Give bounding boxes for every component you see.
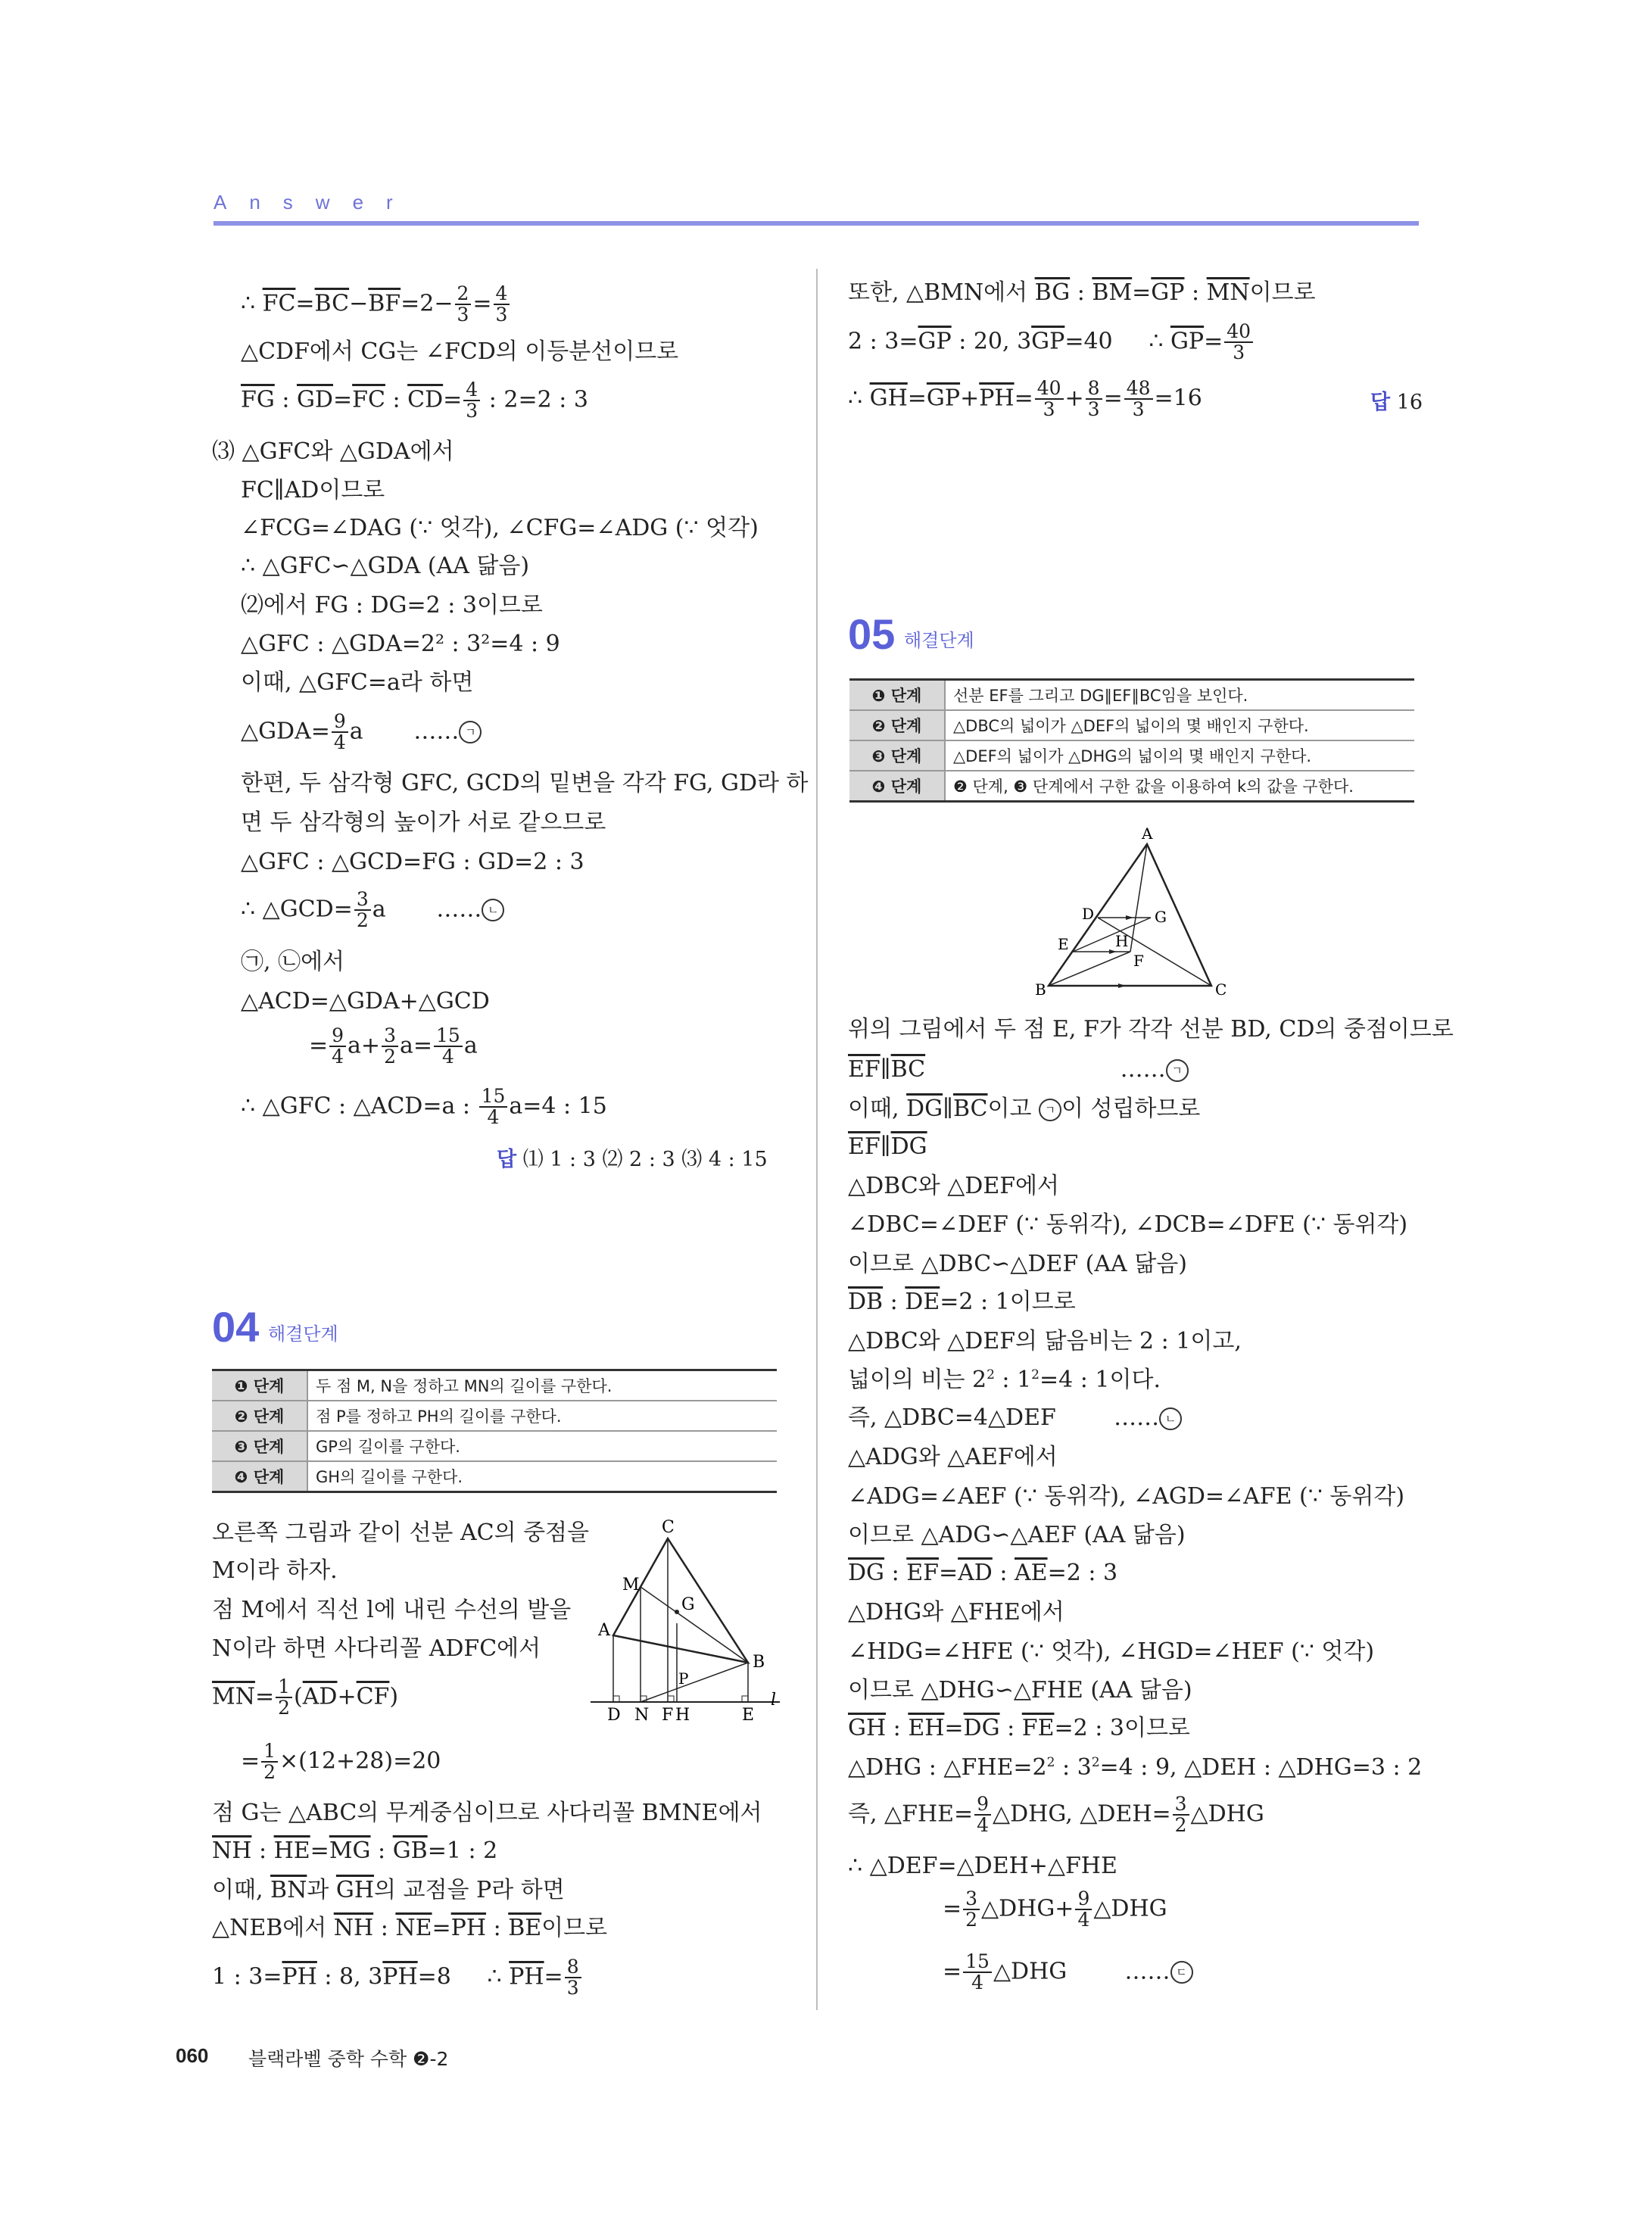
step-row xyxy=(849,771,1414,802)
text-p3-f: 이때, △GFC=a라 하면 xyxy=(241,669,474,696)
text-p3-j: △GFC : △GCD=FG : GD=2 : 3 xyxy=(241,849,584,875)
step-row xyxy=(212,1431,777,1461)
step-row xyxy=(212,1370,777,1401)
fig1-label-b: B xyxy=(753,1653,765,1672)
header-rule xyxy=(214,221,1419,226)
section-header-answer: Answer xyxy=(214,191,416,214)
fig1-label-m: M xyxy=(622,1576,640,1594)
step-label: ❹ 단계 xyxy=(212,1461,307,1492)
text-p3-i: 면 두 삼각형의 높이가 서로 같으므로 xyxy=(241,809,606,836)
answer-text: ⑴ 1 : 3 ⑵ 2 : 3 ⑶ 4 : 15 xyxy=(522,1148,768,1171)
answer-label: 답 xyxy=(497,1148,517,1170)
fig1-label-f: F xyxy=(662,1706,674,1725)
step-text: ❷ 단계, ❸ 단계에서 구한 값을 이용하여 k의 값을 구한다. xyxy=(945,771,1414,802)
fig1-label-c: C xyxy=(662,1518,675,1537)
step-label: ❷ 단계 xyxy=(212,1401,307,1431)
text-t6: ∠DBC=∠DEF (∵ 동위각), ∠DCB=∠DFE (∵ 동위각) xyxy=(848,1211,1408,1238)
text-p3-l: ㉠, ㉡에서 xyxy=(241,949,345,975)
fig1-label-g: G xyxy=(681,1595,695,1614)
text-s4-b: M이라 하자. xyxy=(212,1557,338,1584)
text-p3-b: ∠FCG=∠DAG (∵ 엇각), ∠CFG=∠ADG (∵ 엇각) xyxy=(241,515,759,541)
section-04-label: 해결단계 xyxy=(268,1323,338,1345)
page-number: 060 xyxy=(176,2044,209,2067)
text-t7: 이므로 △DBC∽△DEF (AA 닮음) xyxy=(848,1251,1187,1277)
fig1-label-e: E xyxy=(742,1706,755,1725)
answer-03 xyxy=(497,1149,768,1170)
text-t16: △DHG와 △FHE에서 xyxy=(848,1599,1064,1626)
step-text: GH의 길이를 구한다. xyxy=(307,1461,777,1492)
text-p3-m: △ACD=△GDA+△GCD xyxy=(241,988,490,1015)
fig1-label-l: l xyxy=(771,1691,777,1710)
step-row xyxy=(849,740,1414,771)
step-text: △DEF의 넓이가 △DHG의 넓이의 몇 배인지 구한다. xyxy=(945,740,1414,771)
text-t14: 이므로 △ADG∽△AEF (AA 닮음) xyxy=(848,1522,1186,1548)
step-label: ❹ 단계 xyxy=(849,771,945,802)
fig2-label-f: F xyxy=(1133,952,1144,970)
fig1-label-n: N xyxy=(634,1706,650,1725)
step-label: ❶ 단계 xyxy=(212,1370,307,1401)
step-text: 선분 EF를 그리고 DG∥EF∥BC임을 보인다. xyxy=(945,680,1414,711)
figure-05-triangle xyxy=(1033,825,1238,999)
fig1-label-a: A xyxy=(598,1621,610,1640)
step-row xyxy=(849,680,1414,711)
text-t5: △DBC와 △DEF에서 xyxy=(848,1173,1059,1199)
triangle-abc xyxy=(1049,844,1211,986)
section-05-steps-table xyxy=(849,678,1414,803)
text-l2: △CDF에서 CG는 ∠FCD의 이등분선이므로 xyxy=(241,338,679,365)
fig2-label-g: G xyxy=(1155,908,1167,926)
step-row xyxy=(212,1401,777,1431)
answer-04 xyxy=(1370,392,1423,413)
text-s4-d: N이라 하면 사다리꼴 ADFC에서 xyxy=(212,1635,541,1662)
step-text: 점 P를 정하고 PH의 길이를 구한다. xyxy=(307,1401,777,1431)
figure-04-trapezoid xyxy=(583,1514,787,1726)
step-text: GP의 길이를 구한다. xyxy=(307,1431,777,1461)
text-t13: ∠ADG=∠AEF (∵ 동위각), ∠AGD=∠AFE (∵ 동위각) xyxy=(848,1483,1405,1510)
text-t22: ∴ △DEF=△DEH+△FHE xyxy=(848,1853,1117,1879)
text-p3-d: ⑵에서 FG : DG=2 : 3이므로 xyxy=(241,592,543,619)
text-t18: 이므로 △DHG∽△FHE (AA 닮음) xyxy=(848,1677,1192,1704)
text-p3-a: FC∥AD이므로 xyxy=(241,477,385,503)
fig2-label-c: C xyxy=(1215,980,1227,999)
text-t12: △ADG와 △AEF에서 xyxy=(848,1444,1058,1470)
step-row xyxy=(212,1461,777,1492)
fig2-label-h: H xyxy=(1115,932,1129,950)
section-05-number: 05 xyxy=(848,610,896,658)
text-s4-a: 오른쪽 그림과 같이 선분 AC의 중점을 xyxy=(212,1520,590,1546)
fig2-label-a: A xyxy=(1142,825,1153,843)
text-t1: 위의 그림에서 두 점 E, F가 각각 선분 BD, CD의 중점이므로 xyxy=(848,1016,1454,1043)
section-04-steps-table xyxy=(212,1369,777,1493)
text-s4-c: 점 M에서 직선 l에 내린 수선의 발을 xyxy=(212,1597,572,1623)
section-05-label: 해결단계 xyxy=(904,630,974,651)
fig2-label-e: E xyxy=(1058,935,1069,953)
text-t9: △DBC와 △DEF의 닮음비는 2 : 1이고, xyxy=(848,1328,1242,1354)
text-s4-g: 점 G는 △ABC의 무게중심이므로 사다리꼴 BMNE에서 xyxy=(212,1800,762,1826)
fig1-label-p: P xyxy=(678,1669,689,1688)
text-p3-c: ∴ △GFC∽△GDA (AA 닮음) xyxy=(241,553,530,579)
step-text: 두 점 M, N을 정하고 MN의 길이를 구한다. xyxy=(307,1370,777,1401)
column-divider xyxy=(816,269,818,2010)
step-text: △DBC의 넓이가 △DEF의 넓이의 몇 배인지 구한다. xyxy=(945,710,1414,740)
step-row xyxy=(849,710,1414,740)
section-04-number: 04 xyxy=(212,1303,260,1351)
text-p3-h: 한편, 두 삼각형 GFC, GCD의 밑변을 각각 FG, GD라 하 xyxy=(241,770,809,796)
triangle-abc xyxy=(613,1538,748,1663)
fig1-label-d: D xyxy=(607,1706,621,1725)
text-t17: ∠HDG=∠HFE (∵ 엇각), ∠HGD=∠HEF (∵ 엇각) xyxy=(848,1638,1375,1665)
answer-text: 16 xyxy=(1396,391,1423,414)
step-label: ❸ 단계 xyxy=(849,740,945,771)
text-p3-head: ⑶ △GFC와 △GDA에서 xyxy=(212,438,454,465)
fig1-label-h: H xyxy=(675,1706,690,1725)
step-label: ❷ 단계 xyxy=(849,710,945,740)
text-p3-e: △GFC : △GDA=2² : 3²=4 : 9 xyxy=(241,631,560,657)
fig2-label-d: D xyxy=(1082,905,1095,923)
fig2-label-b: B xyxy=(1035,980,1046,999)
book-title: 블랙라벨 중학 수학 ❷-2 xyxy=(248,2048,449,2070)
step-label: ❸ 단계 xyxy=(212,1431,307,1461)
answer-label: 답 xyxy=(1370,391,1391,413)
step-label: ❶ 단계 xyxy=(849,680,945,711)
